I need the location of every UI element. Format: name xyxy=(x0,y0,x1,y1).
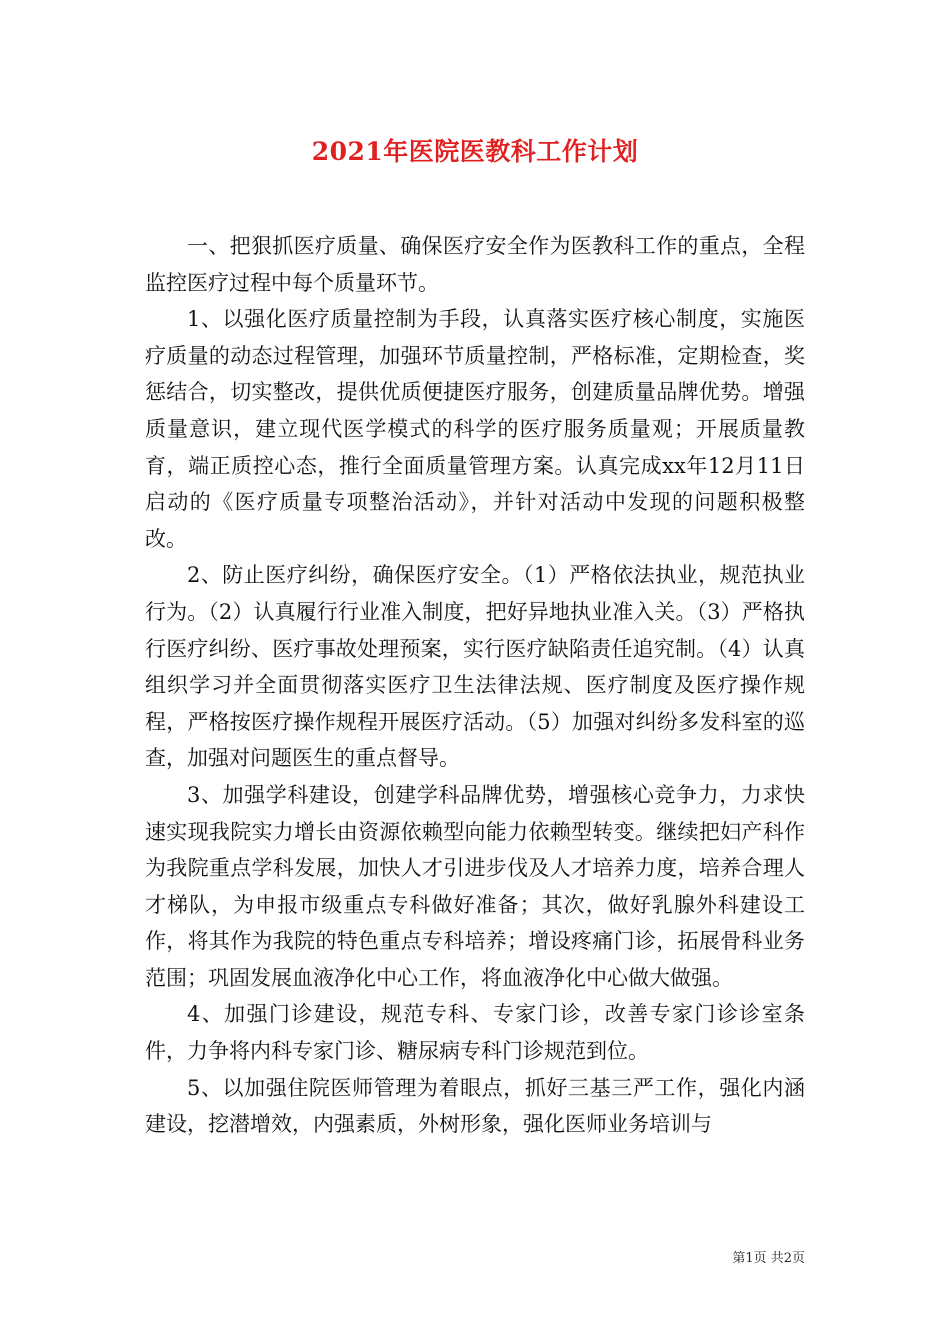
paragraph-item-3: 3、加强学科建设，创建学科品牌优势，增强核心竞争力，力求快速实现我院实力增长由资源依赖型向能力依赖型转变。继续把妇产科作为我院重点学科发展，加快人才引进步伐及人才培养力度，培养合理人才梯队，为申报市级重点专科做好准备；其次，做好乳腺外科建设工作，将其作为我院的特色重点专科培养；增设疼痛门诊，拓展骨科业务范围；巩固发展血液净化中心工作，将血液净化中心做大做强。 xyxy=(145,782,805,990)
paragraph-item-4: 4、加强门诊建设，规范专科、专家门诊，改善专家门诊诊室条件，力争将内科专家门诊、糖尿病专科门诊规范到位。 xyxy=(145,1002,805,1064)
document-title: 2021年医院医教科工作计划 xyxy=(311,137,639,166)
page-number-footer: 第1页 共2页 xyxy=(732,1251,805,1266)
paragraph-item-2: 2、防止医疗纠纷，确保医疗安全。（1）严格依法执业，规范执业行为。（2）认真履行行业准入制度，把好异地执业准入关。（3）严格执行医疗纠纷、医疗事故处理预案，实行医疗缺陷责任追究制。（4）认真组织学习并全面贯彻落实医疗卫生法律法规、医疗制度及医疗操作规程，严格按医疗操作规程开展医疗活动。（5）加强对纠纷多发科室的巡查，加强对问题医生的重点督导。 xyxy=(145,563,805,771)
paragraph-section-1: 一、把狠抓医疗质量、确保医疗安全作为医教科工作的重点，全程监控医疗过程中每个质量环节。 xyxy=(145,234,805,295)
paragraph-item-5: 5、以加强住院医师管理为着眼点，抓好三基三严工作，强化内涵建设，挖潜增效，内强素质，外树形象，强化医师业务培训与 xyxy=(145,1075,805,1137)
paragraph-item-1: 1、以强化医疗质量控制为手段，认真落实医疗核心制度，实施医疗质量的动态过程管理，加强环节质量控制，严格标准，定期检查，奖惩结合，切实整改，提供优质便捷医疗服务，创建质量品牌优势。增强质量意识，建立现代医学模式的科学的医疗服务质量观；开展质量教育，端正质控心态，推行全面质量管理方案。认真完成xx年12月11日启动的《医疗质量专项整治活动》，并针对活动中发现的问题积极整改。 xyxy=(145,307,805,551)
document-body xyxy=(145,228,805,1143)
